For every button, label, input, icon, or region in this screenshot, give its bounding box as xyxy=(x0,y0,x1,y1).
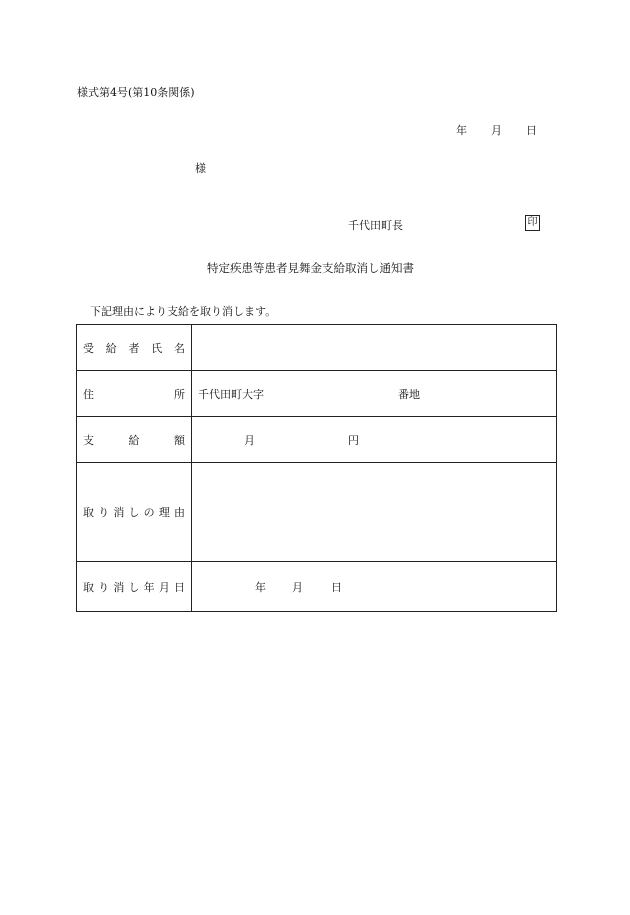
address-prefix: 千代田町大字 xyxy=(198,387,264,401)
date-month: 月 xyxy=(491,124,502,137)
date-day: 日 xyxy=(526,124,537,137)
cancel-year: 年 xyxy=(255,580,266,594)
amount-label: 支給額 xyxy=(77,417,192,463)
notice-table xyxy=(76,324,557,612)
date-line xyxy=(456,122,537,138)
address-field xyxy=(192,371,557,417)
cancel-date-label: 取り消し年月日 xyxy=(77,562,192,612)
seal-mark: 印 xyxy=(525,215,540,231)
amount-yen: 円 xyxy=(348,433,359,447)
table-row xyxy=(77,417,557,463)
reason-label: 取り消しの理由 xyxy=(77,463,192,562)
recipient-suffix: 様 xyxy=(195,162,206,175)
document-title: 特定疾患等患者見舞金支給取消し通知書 xyxy=(207,261,414,275)
table-row xyxy=(77,325,557,371)
amount-field xyxy=(192,417,557,463)
recipient-name-field xyxy=(192,325,557,371)
table-row xyxy=(77,562,557,612)
cancel-date-field xyxy=(192,562,557,612)
address-label: 住所 xyxy=(77,371,192,417)
recipient-name-label: 受給者氏名 xyxy=(77,325,192,371)
issuer-name: 千代田町長 xyxy=(348,219,403,232)
intro-text: 下記理由により支給を取り消します。 xyxy=(90,305,277,318)
reason-field xyxy=(192,463,557,562)
table-row xyxy=(77,463,557,562)
table-row xyxy=(77,371,557,417)
date-year: 年 xyxy=(456,124,467,137)
cancel-month: 月 xyxy=(292,580,303,594)
amount-month: 月 xyxy=(244,433,255,447)
form-number: 様式第4号(第10条関係) xyxy=(77,86,195,99)
address-suffix: 番地 xyxy=(398,387,420,401)
cancel-day: 日 xyxy=(331,580,342,594)
